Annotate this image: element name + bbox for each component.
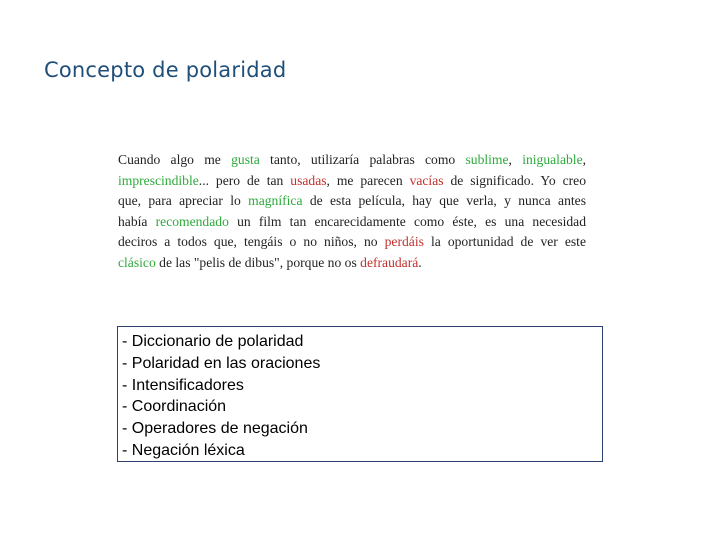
- passage-text: ,: [582, 152, 586, 167]
- topics-box: [117, 326, 603, 462]
- passage-text: Cuando algo me: [118, 152, 232, 167]
- passage-line: [118, 212, 586, 233]
- topic-item: - Negación léxica: [122, 441, 245, 459]
- positive-word: magnífica: [248, 193, 303, 208]
- passage-line: [118, 232, 586, 253]
- passage-text: la oportunidad de ver este: [423, 234, 586, 249]
- passage-line: [118, 150, 586, 171]
- positive-word: imprescindible: [118, 172, 199, 188]
- negative-word: perdáis: [384, 234, 424, 249]
- positive-word: recomendado: [155, 213, 229, 229]
- negative-word: defraudará: [360, 254, 419, 270]
- passage-text: que, para apreciar lo: [118, 193, 249, 208]
- topic-item: - Intensificadores: [122, 376, 244, 394]
- passage-text: de significado. Yo creo: [443, 172, 586, 188]
- positive-word: inigualable: [522, 152, 583, 167]
- positive-word: sublime: [465, 152, 509, 167]
- passage-text: ,: [508, 152, 523, 167]
- passage-line: [118, 171, 586, 192]
- passage-text: deciros a todos que, tengáis o no niños, no: [118, 234, 385, 249]
- passage-text: de las "pelis de dibus", porque no os: [155, 254, 361, 270]
- passage-text: , me parecen: [326, 172, 410, 188]
- passage-line: [118, 191, 586, 212]
- negative-word: vacías: [409, 172, 444, 188]
- passage-text: ... pero de tan: [198, 172, 291, 188]
- negative-word: usadas: [290, 172, 327, 188]
- topic-item: - Operadores de negación: [122, 420, 308, 438]
- passage-text: un film tan encarecidamente como éste, es una necesidad: [228, 213, 586, 229]
- topic-item: - Polaridad en las oraciones: [122, 354, 321, 372]
- passage-text: había: [118, 213, 156, 229]
- passage-text: .: [418, 254, 422, 270]
- passage-text: tanto, utilizaría palabras como: [259, 152, 466, 167]
- topic-item: - Coordinación: [122, 398, 227, 416]
- topic-item: - Diccionario de polaridad: [122, 333, 304, 350]
- page-title: Concepto de polaridad: [44, 58, 287, 82]
- polarity-example-passage: [118, 150, 586, 273]
- topics-list: [122, 331, 596, 462]
- positive-word: gusta: [231, 152, 260, 167]
- passage-line: [118, 253, 586, 274]
- positive-word: clásico: [118, 254, 156, 270]
- passage-text: de esta película, hay que verla, y nunca antes: [302, 193, 586, 208]
